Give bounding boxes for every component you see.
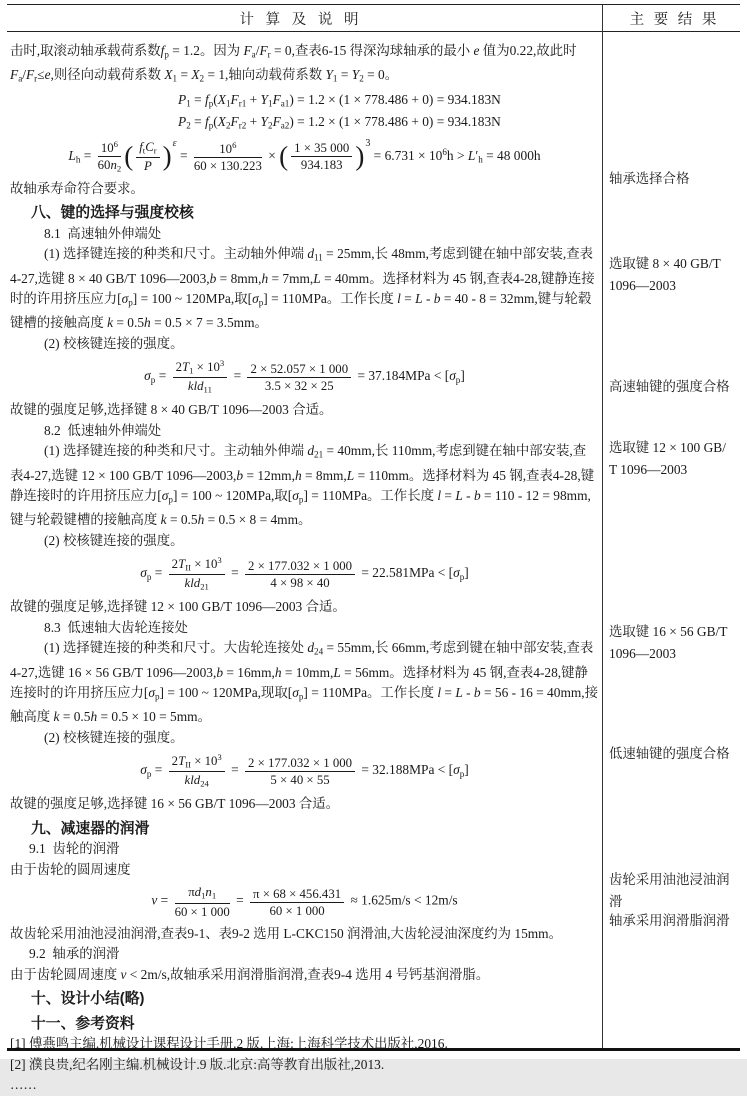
result-key-8x40: 选取键 8 × 40 GB/T 1096—2003 — [609, 256, 721, 293]
header-rule — [7, 31, 740, 32]
section-9-2-heading: 9.2 轴承的润滑 — [29, 946, 120, 962]
result-ls-key-strength: 低速轴键的强度合格 — [609, 746, 730, 761]
result-bearing-lubrication: 轴承采用润滑脂润滑 — [609, 913, 730, 928]
bearing-lubrication-paragraph: 由于齿轮圆周速度 v < 2m/s,故轴承采用润滑脂润滑,查表9-4 选用 4 号钙基润滑脂。 — [10, 966, 490, 982]
result-gear-lubrication: 齿轮采用油池浸油润滑 — [609, 872, 730, 909]
top-rule — [7, 4, 740, 5]
column-divider — [602, 5, 603, 1049]
reference-1: [1] 傅燕鸣主编.机械设计课程设计手册.2 版.上海:上海科学技术出版社,2016. — [10, 1036, 448, 1052]
intro-paragraph: 击时,取滚动轴承载荷系数$f_p = 1.2$。因为 $F_a/F_r = 0$,查表6-15 得深沟球轴承的最小 e 值为0.22,故此时 $F_a/F_r\le e$,则径向动载荷系数 $X_1 = X_2 = 1$,轴向动载荷系数 $Y_1 = Y_2 = 0$。 — [10, 43, 577, 84]
section-8-3-heading: 8.3 低速轴大齿轮连接处 — [44, 619, 188, 635]
result-bearing-ok: 轴承选择合格 — [609, 171, 690, 186]
key-8-1-check-paragraph: (2) 校核键连接的强度。 — [44, 335, 184, 351]
section-8-heading: 八、键的选择与强度校核 — [31, 205, 194, 222]
key-8-2-check-paragraph: (2) 校核键连接的强度。 — [44, 532, 184, 548]
gear-speed-intro: 由于齿轮的圆周速度 — [10, 861, 131, 877]
section-11-heading: 十一、参考资料 — [31, 1015, 135, 1032]
gear-lubrication-conclusion: 故齿轮采用油池浸油润滑,查表9-1、表9-2 选用 L-CKC150 润滑油,大齿轮浸油深度约为 15mm。 — [10, 925, 562, 941]
bearing-life-conclusion: 故轴承寿命符合要求。 — [10, 180, 144, 196]
equation-gear-velocity: v = $\frac{\pi d_1n_1}{60 \times 1 000}$ = $\frac{\pi \times 68 \times 456.431}{60 \times 1 000}$ ≈ 1.625m/s < 12m/s — [151, 885, 458, 919]
equation-bearing-life: $L_h$ = $\frac{10^6}{60n_2}$ ( $\frac{f_tC_r}{P}$ )ε = $\frac{10^6}{60 \times 130.223}$ × ( $\frac{1 \times 35 000}{934.183}$ )$3 = 6.731 \times 10^6h > L'_h = 48$ 000h — [68, 137, 541, 174]
section-8-2-heading: 8.2 低速轴外伸端处 — [44, 422, 162, 438]
equation-sigma-8-2: $\sigma_p$ = $\frac{2T_{II} \times 10^3}{kld_{21}}$ = $\frac{2 \times 177.032 \times 1 000}{4 \times 98 \times 40}$ = $22.581MPa < [\sigma_p]$ — [140, 555, 469, 592]
calc-column — [10, 41, 599, 1096]
section-8-1-heading: 8.1 高速轴外伸端处 — [44, 225, 162, 241]
equation-p2: $P_2 = f_p(X_2F_{r2} + Y_2F_{a2}) = 1.2 \times (1 \times 778.486 + 0) = 934.183N$ — [178, 114, 501, 131]
ellipsis-line: …… — [10, 1077, 37, 1093]
result-key-16x56: 选取键 16 × 56 GB/T 1096—2003 — [609, 624, 728, 661]
key-8-1-selection-paragraph: (1) 选择键连接的种类和尺寸。主动轴外伸端 $d_{11} = 25mm$,长 48mm,考虑到键在轴中部安装,查表4-27,选键 8 × 40 GB/T 1096—2003,b = 8mm,h = 7mm,L = 40mm。选择材料为 45 钢,查表4-28,键静连接时的许用挤压应力$[\sigma_p] = 100$ ~ 120MPa,取$[\sigma_p] = 110MPa$。工作长度 l = L - b = 40 - 8 = 32mm,键与轮毂键槽的接触高度 k = 0.5h = 0.5 × 7 = 3.5mm。 — [10, 246, 595, 331]
reference-2: [2] 濮良贵,纪名刚主编.机械设计.9 版.北京:高等教育出版社,2013. — [10, 1056, 385, 1072]
section-9-heading: 九、减速器的润滑 — [31, 820, 150, 837]
result-key-12x100: 选取键 12 × 100 GB/ T 1096—2003 — [609, 440, 726, 477]
equation-sigma-8-1: $\sigma_p$ = $\frac{2T_1 \times 10^3}{kld_{11}}$ = $\frac{2 \times 52.057 \times 1 000}{3.5 \times 32 \times 25}$ = $37.184MPa < [\sigma_p]$ — [144, 358, 465, 395]
key-8-1-conclusion: 故键的强度足够,选择键 8 × 40 GB/T 1096—2003 合适。 — [10, 402, 333, 418]
key-8-3-conclusion: 故键的强度足够,选择键 16 × 56 GB/T 1096—2003 合适。 — [10, 796, 340, 812]
key-8-3-selection-paragraph: (1) 选择键连接的种类和尺寸。大齿轮连接处 $d_{24} = 55mm$,长 66mm,考虑到键在轴中部安装,查表4-27,选键 16 × 56 GB/T 1096—2003,b = 16mm,h = 10mm,L = 56mm。选择材料为 45 钢,查表4-28,键静连接时的许用挤压应力$[\sigma_p] = 100$ ~ 120MPa,现取$[\sigma_p] = 110MPa$。工作长度 l = L - b = 56 - 16 = 40mm,接触高度 k = 0.5h = 0.5 × 10 = 5mm。 — [10, 640, 599, 725]
key-8-2-selection-paragraph: (1) 选择键连接的种类和尺寸。主动轴外伸端 $d_{21} = 40mm$,长 110mm,考虑到键在轴中部安装,查表4-27,选键 12 × 100 GB/T 1096—2003,b = 12mm,h = 8mm,L = 110mm。选择材料为 45 钢,查表4-28,键静连接时的许用挤压应力$[\sigma_p] = 100$ ~ 120MPa,取$[\sigma_p] = 110MPa$。工作长度 l = L - b = 110 - 12 = 98mm,键与轮毂键槽的接触高度 k = 0.5h = 0.5 × 8 = 4mm。 — [10, 443, 595, 528]
section-9-1-heading: 9.1 齿轮的润滑 — [29, 841, 120, 857]
key-8-3-check-paragraph: (2) 校核键连接的强度。 — [44, 729, 184, 745]
equation-sigma-8-3: $\sigma_p$ = $\frac{2T_{II} \times 10^3}{kld_{24}}$ = $\frac{2 \times 177.032 \times 1 000}{5 \times 40 \times 55}$ = $32.188MPa < [\sigma_p]$ — [140, 752, 469, 789]
result-hs-key-strength: 高速轴键的强度合格 — [609, 379, 730, 394]
key-8-2-conclusion: 故键的强度足够,选择键 12 × 100 GB/T 1096—2003 合适。 — [10, 599, 346, 615]
section-10-heading: 十、设计小结(略) — [31, 991, 145, 1008]
calc-column-header: 计 算 及 说 明 — [239, 12, 363, 28]
results-column-header: 主 要 结 果 — [629, 12, 720, 28]
equation-p1: $P_1 = f_p(X_1F_{r1} + Y_1F_{a1}) = 1.2 \times (1 \times 778.486 + 0) = 934.183N$ — [178, 92, 501, 110]
